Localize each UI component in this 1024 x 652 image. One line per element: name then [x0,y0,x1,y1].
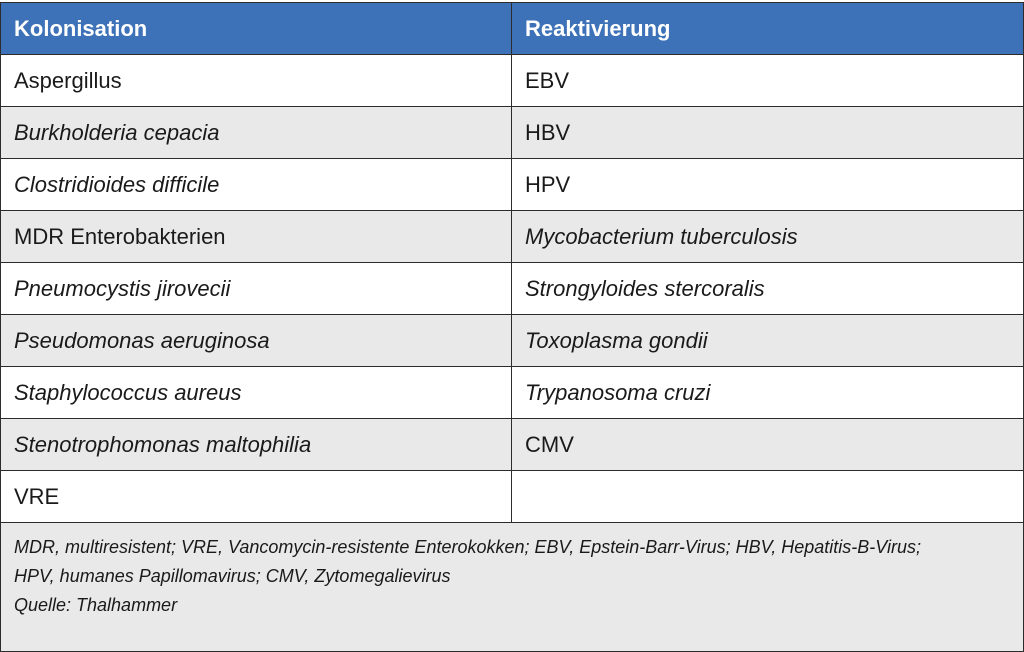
table-row [1,263,1024,315]
header-row [1,3,1024,55]
pathogen-table [0,2,1024,652]
cell-reaktivierung: CMV [512,419,1024,471]
table-row [1,471,1024,523]
cell-kolonisation: Aspergillus [1,55,512,107]
cell-reaktivierung: Trypanosoma cruzi [512,367,1024,419]
cell-kolonisation: Burkholderia cepacia [1,107,512,159]
cell-kolonisation: VRE [1,471,512,523]
table-footer [1,523,1024,652]
footnote-abbreviations-line-2: HPV, humanes Papillomavirus; CMV, Zytomegalievirus [14,566,451,586]
footnote-abbreviations-line-1: MDR, multiresistent; VRE, Vancomycin-resistente Enterokokken; EBV, Epstein-Barr-Virus; HBV, Hepatitis-B-Virus; [14,537,921,557]
footnote-row [1,523,1024,652]
column-header-kolonisation: Kolonisation [1,3,512,55]
cell-reaktivierung: Mycobacterium tuberculosis [512,211,1024,263]
table-row [1,315,1024,367]
column-header-reaktivierung: Reaktivierung [512,3,1024,55]
cell-kolonisation: Pneumocystis jirovecii [1,263,512,315]
cell-reaktivierung [512,471,1024,523]
table-row [1,55,1024,107]
table-row [1,367,1024,419]
cell-kolonisation: Stenotrophomonas maltophilia [1,419,512,471]
cell-kolonisation: Clostridioides difficile [1,159,512,211]
cell-reaktivierung: Toxoplasma gondii [512,315,1024,367]
cell-kolonisation: MDR Enterobakterien [1,211,512,263]
cell-reaktivierung: Strongyloides stercoralis [512,263,1024,315]
table-row [1,159,1024,211]
cell-reaktivierung: HPV [512,159,1024,211]
table-row [1,211,1024,263]
cell-kolonisation: Pseudomonas aeruginosa [1,315,512,367]
cell-reaktivierung: HBV [512,107,1024,159]
data-table-container [0,2,1023,652]
table-header [1,3,1024,55]
table-row [1,107,1024,159]
footnote-source: Quelle: Thalhammer [14,595,178,615]
table-body [1,55,1024,523]
cell-kolonisation: Staphylococcus aureus [1,367,512,419]
cell-reaktivierung: EBV [512,55,1024,107]
footnote-cell [1,523,1024,652]
table-row [1,419,1024,471]
